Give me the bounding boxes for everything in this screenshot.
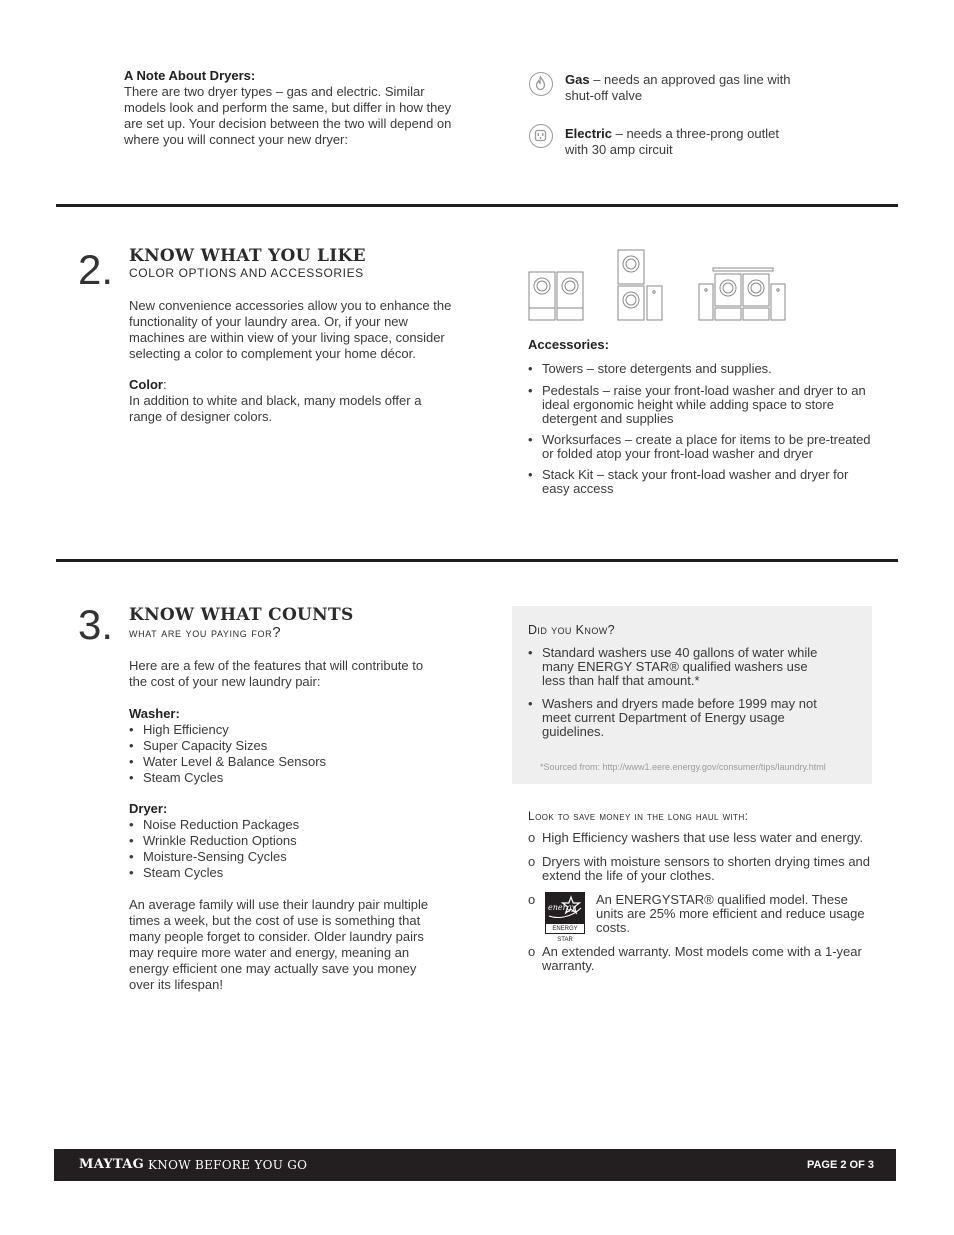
- section-3-number: 3.: [78, 601, 114, 648]
- list-item: • Stack Kit – stack your front-load washer and dryer for easy access: [528, 467, 849, 496]
- dryer-features-list: [129, 817, 429, 881]
- section-2-number: 2.: [78, 246, 114, 293]
- list-item: • Standard washers use 40 gallons of water while many ENERGY STAR® qualified washers use less than half that amount.*: [528, 645, 818, 688]
- dryers-heading: A Note About Dryers:: [124, 68, 256, 83]
- page-number: PAGE 2 OF 3: [806, 1159, 874, 1171]
- section-2-title: KNOW WHAT YOU LIKE: [129, 246, 366, 266]
- list-item: • Steam Cycles: [129, 865, 224, 880]
- laundry-pair-illustration: [527, 248, 792, 324]
- gas-flame-icon: [529, 72, 553, 96]
- dryer-heading: Dryer:: [129, 801, 168, 816]
- color-colon: :: [162, 377, 167, 392]
- list-item: o energy ENERGY STAR An ENERGYSTAR® qualified model. These units are 25% more efficient and reduce usage costs.: [528, 892, 865, 943]
- section-3-number-dot: .: [101, 601, 114, 648]
- washer-features-list: [129, 722, 429, 786]
- energy-star-script: energy: [548, 903, 577, 912]
- list-item: • Super Capacity Sizes: [129, 738, 268, 753]
- list-item: o Dryers with moisture sensors to shorten drying times and extend the life of your clothes.: [528, 854, 871, 883]
- list-item: o An extended warranty. Most models come with a 1-year warranty.: [528, 944, 862, 973]
- section-divider-1: [56, 204, 898, 207]
- section-2-subtitle: COLOR OPTIONS AND ACCESSORIES: [129, 266, 364, 280]
- section-divider-2: [56, 559, 898, 562]
- list-item: • High Efficiency: [129, 722, 229, 737]
- electric-note: [565, 126, 805, 158]
- footer-tagline: KNOW BEFORE YOU GO: [148, 1158, 308, 1172]
- electric-label: Electric: [565, 126, 612, 141]
- accessories-list: [528, 361, 878, 496]
- did-you-know-source: *Sourced from: http://www1.eere.energy.gov/consumer/tips/laundry.html: [540, 762, 826, 772]
- gas-note: [565, 72, 805, 104]
- list-item: • Towers – store detergents and supplies.: [528, 361, 772, 376]
- list-item: • Moisture-Sensing Cycles: [129, 849, 287, 864]
- maytag-logo: MAYTAG: [79, 1157, 145, 1172]
- electric-text: – needs a three-prong outlet with 30 amp circuit: [565, 126, 779, 157]
- section-3-title: KNOW WHAT COUNTS: [129, 605, 354, 625]
- did-you-know-list: [528, 646, 828, 739]
- did-you-know-title: Did you Know?: [528, 623, 615, 637]
- list-item: • Worksurfaces – create a place for items to be pre-treated or folded atop your front-load washer and dryer: [528, 432, 871, 461]
- energy-star-band: ENERGY STAR: [545, 923, 585, 934]
- section-3-subtitle: what are you paying for?: [129, 624, 282, 641]
- accessories-heading: Accessories:: [528, 337, 609, 352]
- gas-label: Gas: [565, 72, 590, 87]
- energy-star-logo: [545, 892, 585, 943]
- electric-outlet-icon: [529, 124, 553, 148]
- washer-heading: Washer:: [129, 706, 180, 721]
- section-3-subtitle-q: ?: [272, 624, 282, 641]
- section-3-closing: An average family will use their laundry pair multiple times a week, but the cost of use is something that many people forget to consider. Older laundry pairs may require more water and energy, meaning an energy efficient one may actually save you money over its lifespan!: [129, 897, 429, 992]
- page-footer: [54, 1149, 896, 1181]
- list-item: • Washers and dryers made before 1999 may not meet current Department of Energy usage guidelines.: [528, 696, 817, 739]
- gas-text: – needs an approved gas line with shut-off valve: [565, 72, 791, 103]
- color-text: In addition to white and black, many models offer a range of designer colors.: [129, 393, 422, 424]
- save-money-list: [528, 831, 873, 973]
- list-item: • Steam Cycles: [129, 770, 224, 785]
- list-item: • Pedestals – raise your front-load washer and dryer to an ideal ergonomic height while adding space to store detergent and supplies: [528, 383, 866, 426]
- section-3-intro: Here are a few of the features that will contribute to the cost of your new laundry pair:: [129, 658, 424, 689]
- list-item: o High Efficiency washers that use less water and energy.: [528, 830, 864, 845]
- dryers-text: There are two dryer types – gas and electric. Similar models look and perform the same, but differ in how they are set up. Your decision between the two will depend on where you will connect your new dryer:: [124, 84, 452, 147]
- color-heading: [129, 377, 167, 393]
- list-item: • Noise Reduction Packages: [129, 817, 300, 832]
- save-money-title: Look to save money in the long haul with:: [528, 809, 749, 823]
- section-2-number-dot: .: [101, 246, 114, 293]
- list-item: • Water Level & Balance Sensors: [129, 754, 327, 769]
- section-2-intro: New convenience accessories allow you to enhance the functionality of your laundry area. Or, if your new machines are within view of your living space, consider selecting a color to complement your home décor.: [129, 298, 452, 361]
- color-label: Color: [129, 377, 163, 392]
- list-item: • Wrinkle Reduction Options: [129, 833, 297, 848]
